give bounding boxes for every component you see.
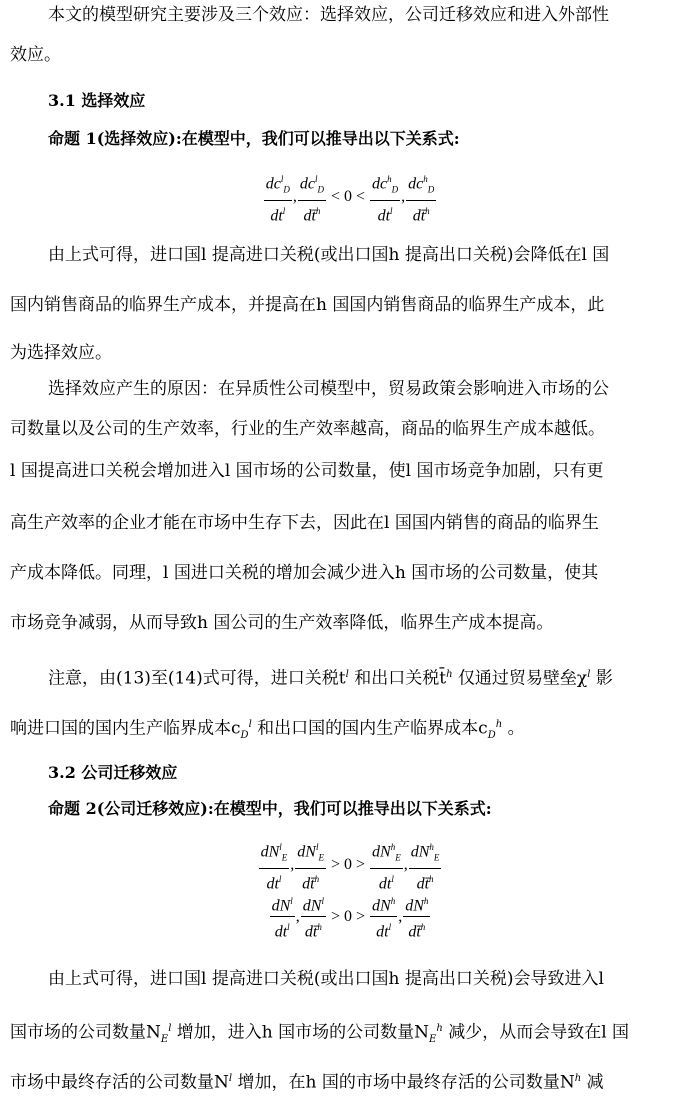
para4-seg-4: 市场中最终存活的公司数量N [10,1072,229,1093]
para4-seg-1: 国市场的公司数量N [10,1022,161,1043]
para2-line-2: 司数量以及公司的生产效率，行业的生产效率越高，商品的临界生产成本越低。 [10,419,605,439]
para3-seg-6: 和出口国的国内生产临界成本c [257,718,488,739]
frac-dNE-h-dtbar-h: $\frac{dN^h_E}{dt̄^h}$ [409,838,442,893]
para3-seg-1: 注意，由(13)至(14)式可得，进口关税t [48,668,346,689]
frac-dN-h-dtbar-h: $\frac{dN^h}{dt̄^h}$ [403,892,430,942]
relation-gt-0-gt-1: > 0 > [330,856,366,874]
relation-gt-0-gt-2: > 0 > [330,907,366,925]
frac-dcD-l-dt-l: $\frac{dc^l_D}{dt^l}$ [264,170,292,225]
para3-seg-3: 仅通过贸易壁垒χ [457,668,588,689]
para3-seg-5: 响进口国的国内生产临界成本c [10,718,241,739]
equation-selection-effect: $\frac{dc^l_D}{dt^l}$ , $\frac{dc^l_D}{dt̄^h}$ < 0 < $\frac{dc^h_D}{dt^l}$ , $\frac{dc^h_D}{dt̄^h}$ [0,170,700,225]
para4-seg-6: 减 [586,1072,604,1093]
frac-dcD-h-dtbar-h: $\frac{dc^h_D}{dt̄^h}$ [406,170,436,225]
frac-dNE-l-dt-l: $\frac{dN^l_E}{dt^l}$ [259,838,290,893]
para2-line-5: 产成本降低。同理，l 国进口关税的增加会减少进入h 国市场的公司数量，使其 [10,563,599,583]
para2-line-3: l 国提高进口关税会增加进入l 国市场的公司数量，使l 国市场竞争加剧，只有更 [10,461,604,481]
frac-dN-l-dtbar-h: $\frac{dN^l}{dt̄^h}$ [301,892,326,942]
para3-seg-2: 和出口关税t̄ [354,668,447,689]
frac-dNE-h-dt-l: $\frac{dN^h_E}{dt^l}$ [370,838,403,893]
para2-line-6: 市场竞争减弱，从而导致h 国公司的生产效率降低，临界生产成本提高。 [10,613,554,633]
para4-seg-5: 增加，在h 国的市场中最终存活的公司数量N [237,1072,575,1093]
section-3-1-title: 3.1 选择效应 [48,91,146,110]
equation-firm-migration-2: $\frac{dN^l}{dt^l}$ , $\frac{dN^l}{dt̄^h}$ > 0 > $\frac{dN^h}{dt^l}$ , $\frac{dN^h}{dt̄^h}$ [0,892,700,942]
para4-seg-3: 减少，从而会导致在l 国 [448,1022,630,1043]
para1-line-3: 为选择效应。 [10,343,112,363]
frac-dN-l-dt-l: $\frac{dN^l}{dt^l}$ [270,892,295,942]
para4-line-2: 国市场的公司数量$N_E^l$ 增加，进入h 国市场的公司数量$N_E^h$ 减少，从而会导致在l 国 [10,1022,630,1046]
para2-line-4: 高生产效率的企业才能在市场中生存下去，因此在l 国国内销售的商品的临界生 [10,513,599,533]
para4-line-3: 市场中最终存活的公司数量$N^l$ 增加，在h 国的市场中最终存活的公司数量$N^h$ 减 [10,1072,604,1093]
para4-line-1: 由上式可得，进口国l 提高进口关税(或出口国h 提高出口关税)会导致进入l [48,969,604,989]
section-3-2-title: 3.2 公司迁移效应 [48,763,178,782]
para1-line-2: 国内销售商品的临界生产成本，并提高在h 国国内销售商品的临界生产成本，此 [10,295,605,315]
intro-line-2: 效应。 [10,45,61,65]
equation-firm-migration-1: $\frac{dN^l_E}{dt^l}$ , $\frac{dN^l_E}{dt̄^h}$ > 0 > $\frac{dN^h_E}{dt^l}$ , $\frac{dN^h_E}{dt̄^h}$ [0,838,700,893]
para3-line-1: 注意，由(13)至(14)式可得，进口关税$t^l$ 和出口关税t̄$^h$ 仅通过贸易壁垒$\chi^l$ 影 [48,668,613,689]
proposition-2: 命题 2(公司迁移效应):在模型中，我们可以推导出以下关系式: [48,799,492,818]
para3-line-2: 响进口国的国内生产临界成本$c_D^l$ 和出口国的国内生产临界成本$c_D^h$ 。 [10,718,525,742]
frac-dN-h-dt-l: $\frac{dN^h}{dt^l}$ [370,892,397,942]
relation-lt-0-lt: < 0 < [330,188,366,206]
frac-dcD-h-dt-l: $\frac{dc^h_D}{dt^l}$ [370,170,400,225]
para4-seg-2: 增加，进入h 国市场的公司数量N [176,1022,430,1043]
para3-seg-4: 影 [595,668,613,689]
para3-seg-7: 。 [507,718,525,739]
proposition-1: 命题 1(选择效应):在模型中，我们可以推导出以下关系式: [48,129,460,148]
para2-line-1: 选择效应产生的原因：在异质性公司模型中，贸易政策会影响进入市场的公 [48,379,609,399]
para1-line-1: 由上式可得，进口国l 提高进口关税(或出口国h 提高出口关税)会降低在l 国 [48,245,610,265]
intro-line-1: 本文的模型研究主要涉及三个效应：选择效应，公司迁移效应和进入外部性 [48,5,609,25]
frac-dcD-l-dtbar-h: $\frac{dc^l_D}{dt̄^h}$ [298,170,326,225]
frac-dNE-l-dtbar-h: $\frac{dN^l_E}{dt̄^h}$ [295,838,326,893]
